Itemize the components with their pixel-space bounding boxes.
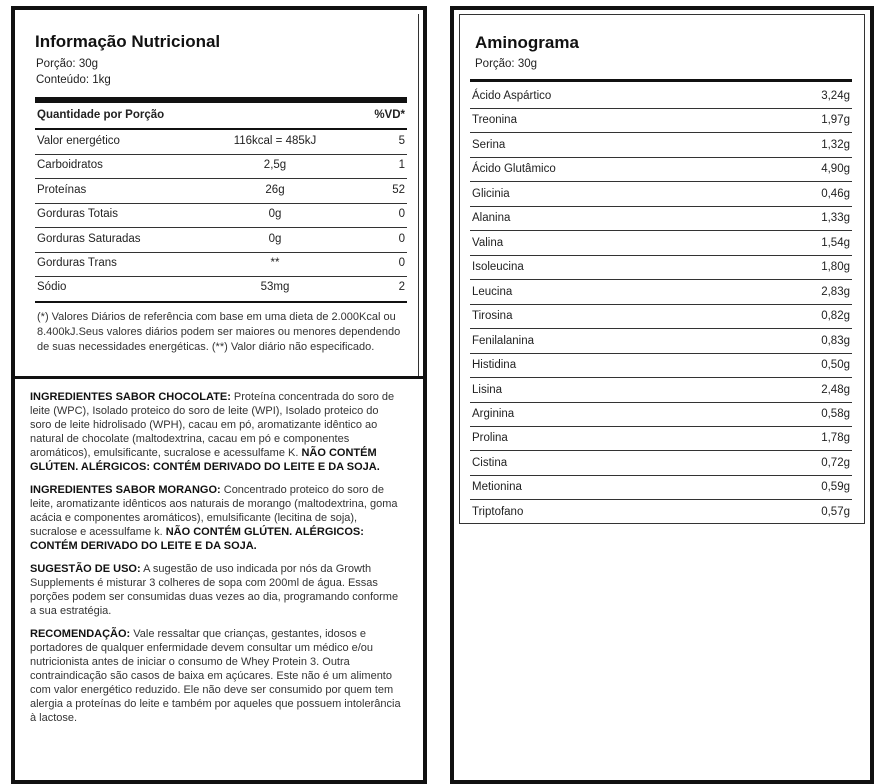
amino-name: Alanina: [472, 212, 511, 224]
amino-row: [470, 329, 852, 354]
morango-text: Concentrado proteico do soro de leite, aromatizante idênticos aos naturais de morango (maltodextrina, goma acácia e componentes aromáticos), emulsificante (lecitina de soja), sucralose e acessulfame k.: [30, 484, 398, 538]
aminogram-top-bar: [470, 79, 852, 82]
morango-label: INGREDIENTES SABOR MORANGO:: [30, 484, 221, 496]
amino-name: Lisina: [472, 384, 503, 396]
amino-value: 0,82g: [821, 310, 850, 322]
nutrient-amount: 116kcal = 485kJ: [233, 135, 317, 147]
amino-row: [470, 255, 852, 280]
amino-value: 1,80g: [821, 261, 850, 273]
amino-name: Histidina: [472, 359, 517, 371]
nutrient-amount: 53mg: [260, 281, 290, 293]
amino-row: [470, 475, 852, 500]
nutrient-vd: 1: [398, 159, 405, 171]
nutrition-row: [35, 179, 407, 204]
aminogram-box: [459, 14, 865, 524]
nutrition-panel: [11, 6, 427, 784]
nutrient-vd: 5: [398, 135, 405, 147]
ingredients-morango: [30, 483, 402, 553]
aminogram-title: Aminograma: [475, 33, 579, 52]
nutrient-vd: 0: [398, 233, 405, 245]
ingredients-section: [30, 390, 402, 734]
amino-row: [470, 231, 852, 256]
morango-warning: NÃO CONTÉM GLÚTEN. ALÉRGICOS: CONTÉM DERIVADO DO LEITE E DA SOJA.: [30, 526, 364, 552]
nutrition-row: [35, 252, 407, 277]
nutrient-amount: 2,5g: [263, 159, 287, 171]
nutrient-name: Carboidratos: [37, 159, 103, 171]
amino-row: [470, 206, 852, 231]
amino-row: [470, 378, 852, 403]
nutrient-name: Valor energético: [37, 135, 120, 147]
nutrient-name: Gorduras Trans: [37, 257, 117, 269]
amino-value: 0,58g: [821, 408, 850, 420]
amino-value: 4,90g: [821, 163, 850, 175]
suggestion-label: SUGESTÃO DE USO:: [30, 563, 141, 575]
amino-row: [470, 426, 852, 451]
amino-value: 3,24g: [821, 90, 850, 102]
aminogram-panel: [450, 6, 874, 784]
nutrient-name: Proteínas: [37, 184, 87, 196]
header-vd: %VD*: [374, 109, 405, 121]
amino-value: 2,48g: [821, 384, 850, 396]
amino-row: [470, 133, 852, 158]
amino-value: 0,57g: [821, 506, 850, 518]
amino-name: Prolina: [472, 432, 508, 444]
nutrition-portion: Porção: 30g: [36, 58, 99, 70]
recommendation-label: RECOMENDAÇÃO:: [30, 628, 131, 640]
nutrient-vd: 52: [392, 184, 405, 196]
amino-name: Valina: [472, 237, 504, 249]
usage-suggestion: [30, 562, 402, 618]
nutrient-amount: 0g: [268, 233, 282, 245]
amino-name: Ácido Glutâmico: [472, 163, 556, 175]
amino-row: [470, 500, 852, 524]
nutrition-footnote: (*) Valores Diários de referência com base em uma dieta de 2.000Kcal ou 8.400kJ.Seus valores diários podem ser maiores ou menores dependendo de suas necessidades energéticas. (**) Valor diário não especificado.: [37, 311, 401, 353]
amino-name: Glicinia: [472, 188, 510, 200]
amino-value: 1,78g: [821, 432, 850, 444]
ingredients-chocolate: [30, 390, 402, 474]
amino-name: Triptofano: [472, 506, 524, 518]
amino-row: [470, 108, 852, 133]
amino-name: Fenilalanina: [472, 335, 535, 347]
nutrient-name: Gorduras Totais: [37, 208, 118, 220]
recommendation: [30, 627, 402, 725]
nutrition-row: [35, 228, 407, 253]
nutrient-vd: 0: [398, 208, 405, 220]
amino-value: 1,33g: [821, 212, 850, 224]
nutrient-vd: 2: [398, 281, 405, 293]
header-quantity: Quantidade por Porção: [37, 109, 165, 121]
amino-name: Isoleucina: [472, 261, 524, 273]
recommendation-text: Vale ressaltar que crianças, gestantes, idosos e portadores de qualquer enfermidade devem consultar um médico e/ou nutricionista antes de iniciar o consumo de Whey Protein 3. Outra contraindicação são casos de baixa em açúcares. Este não é um alimento com valor energético reduzido. Ele não deve ser consumido por quem tem alergia a proteínas do leite e também por aqueles que possuem intolerância à lactose.: [30, 628, 401, 724]
amino-row: [470, 402, 852, 427]
nutrition-header-row: [35, 104, 407, 130]
suggestion-text: A sugestão de uso indicada por nós da Growth Supplements é misturar 3 colheres de sopa com 200ml de água. Essas porções podem ser consumidas duas vezes ao dia, programando conforme a sua estratégia.: [30, 563, 399, 617]
amino-row: [470, 84, 852, 109]
aminogram-portion: Porção: 30g: [475, 58, 538, 70]
nutrition-title: Informação Nutricional: [35, 32, 221, 51]
amino-row: [470, 304, 852, 329]
amino-row: [470, 451, 852, 476]
nutrition-row: [35, 130, 407, 155]
nutrient-amount: **: [270, 257, 280, 269]
amino-row: [470, 182, 852, 207]
nutrition-content: Conteúdo: 1kg: [36, 74, 111, 86]
amino-row: [470, 280, 852, 305]
nutrient-name: Gorduras Saturadas: [37, 233, 141, 245]
amino-value: 1,54g: [821, 237, 850, 249]
amino-value: 1,97g: [821, 114, 850, 126]
section-separator: [15, 376, 423, 379]
nutrient-amount: 0g: [268, 208, 282, 220]
nutrition-row: [35, 154, 407, 179]
nutrient-amount: 26g: [265, 184, 285, 196]
nutrition-row: [35, 276, 407, 300]
amino-value: 0,59g: [821, 481, 850, 493]
amino-name: Leucina: [472, 286, 513, 298]
amino-value: 0,72g: [821, 457, 850, 469]
nutrition-row: [35, 203, 407, 228]
amino-name: Treonina: [472, 114, 517, 126]
amino-name: Cistina: [472, 457, 508, 469]
nutrition-bottom-line: [35, 301, 407, 303]
nutrient-name: Sódio: [37, 281, 67, 293]
amino-value: 1,32g: [821, 139, 850, 151]
amino-value: 0,50g: [821, 359, 850, 371]
amino-name: Tirosina: [472, 310, 513, 322]
amino-name: Arginina: [472, 408, 515, 420]
nutrition-top-bar: [35, 97, 407, 103]
amino-value: 0,83g: [821, 335, 850, 347]
amino-row: [470, 353, 852, 378]
amino-name: Ácido Aspártico: [472, 90, 552, 102]
chocolate-warning: NÃO CONTÉM GLÚTEN. ALÉRGICOS: CONTÉM DERIVADO DO LEITE E DA SOJA.: [30, 447, 380, 473]
chocolate-text: Proteína concentrada do soro de leite (WPC), Isolado proteico do soro de leite (WPI), Isolado proteico do soro de leite hidrolisado (WPH), cacau em pó, aromatizante idêntico ao natural de chocolate (maltodextrina, cacau em pó e componentes aromáticos), emulsificante, sucralose e acessulfame K.: [30, 391, 395, 459]
nutrient-vd: 0: [398, 257, 405, 269]
chocolate-label: INGREDIENTES SABOR CHOCOLATE:: [30, 391, 231, 403]
amino-name: Metionina: [472, 481, 522, 493]
nutrition-facts-box: [19, 14, 419, 376]
amino-value: 2,83g: [821, 286, 850, 298]
amino-name: Serina: [472, 139, 506, 151]
amino-value: 0,46g: [821, 188, 850, 200]
amino-row: [470, 157, 852, 182]
